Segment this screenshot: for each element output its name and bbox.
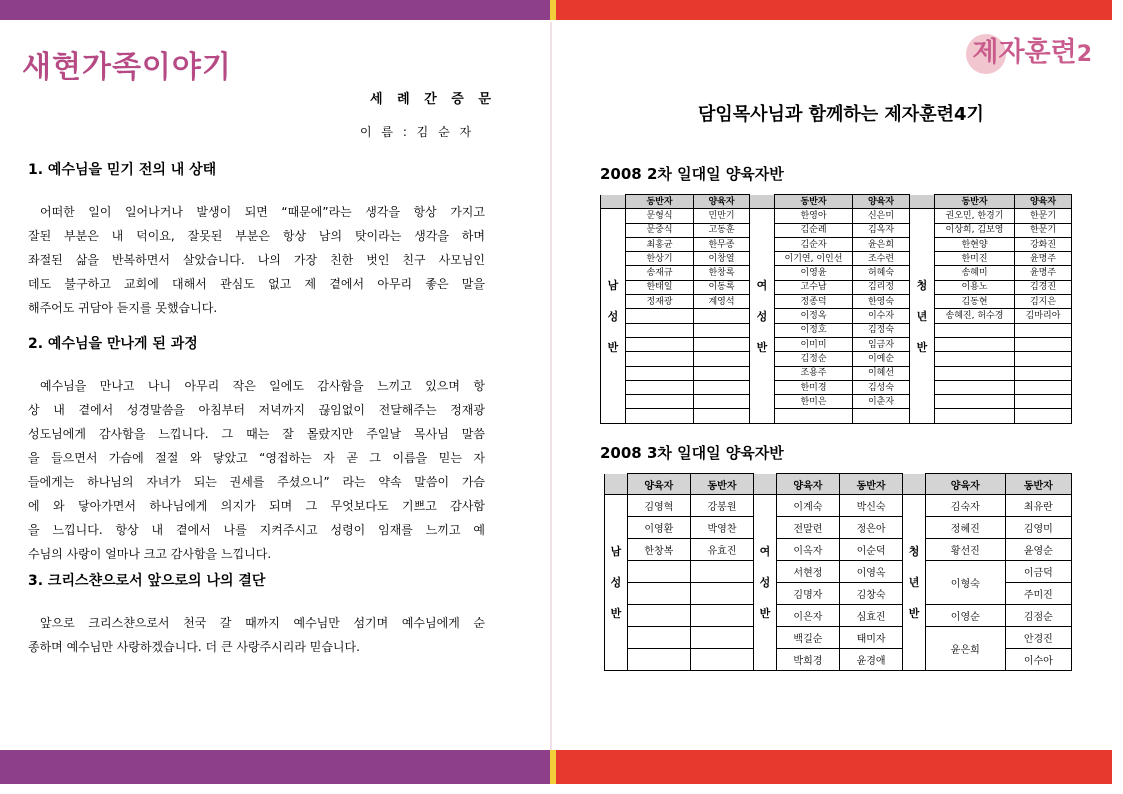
table-cell: 김순례 bbox=[775, 223, 853, 237]
table-cell: 한미경 bbox=[775, 380, 853, 394]
paragraph-line: 성도님에게 감사함을 느낍니다. 그 때는 잘 몰랐지만 주일날 목사님 말씀 bbox=[28, 427, 485, 441]
table-row bbox=[601, 223, 1072, 237]
table-cell bbox=[694, 380, 750, 394]
table-cell bbox=[694, 337, 750, 351]
logo-text: 제자훈련 bbox=[972, 37, 1077, 68]
table-cell: 윤영순 bbox=[1005, 539, 1071, 561]
table-row bbox=[601, 352, 1072, 366]
table-cell: 김창숙 bbox=[840, 583, 903, 605]
table-cell: 이미미 bbox=[775, 337, 853, 351]
table-cell bbox=[694, 366, 750, 380]
table-cell: 정혜진 bbox=[925, 517, 1005, 539]
table-cell: 김지은 bbox=[1015, 295, 1072, 309]
group-label-char: 청 bbox=[908, 545, 920, 558]
discipleship-logo bbox=[552, 30, 1092, 74]
column-header: 동반자 bbox=[840, 474, 903, 495]
table-cell: 이옥자 bbox=[776, 539, 839, 561]
header-spacer bbox=[903, 474, 926, 495]
table-cell: 한문기 bbox=[1015, 223, 1072, 237]
column-header: 양육자 bbox=[1015, 195, 1072, 209]
table-cell bbox=[626, 366, 694, 380]
table-cell: 정종덕 bbox=[775, 295, 853, 309]
table-cell: 이수자 bbox=[853, 309, 910, 323]
group-label bbox=[750, 209, 775, 423]
header-spacer bbox=[754, 474, 777, 495]
table-cell: 윤명주 bbox=[1015, 266, 1072, 280]
group-label-char: 반 bbox=[607, 340, 619, 354]
group-label-char: 성 bbox=[607, 309, 619, 323]
group-label-char: 청 bbox=[916, 278, 928, 292]
table-cell bbox=[690, 649, 753, 671]
table-cell: 한상기 bbox=[626, 252, 694, 266]
table-cell bbox=[690, 605, 753, 627]
table-cell: 박영찬 bbox=[690, 517, 753, 539]
table-cell: 한태일 bbox=[626, 280, 694, 294]
group-label-char: 여 bbox=[756, 278, 768, 292]
table-cell: 윤은희 bbox=[853, 237, 910, 251]
group-label-char: 여 bbox=[759, 545, 771, 558]
table-cell: 김영미 bbox=[1005, 517, 1071, 539]
table-header-row bbox=[605, 474, 1072, 495]
table-cell: 이계숙 bbox=[776, 495, 839, 517]
header-spacer bbox=[910, 195, 935, 209]
table-cell: 한창록 bbox=[694, 266, 750, 280]
table-row bbox=[605, 561, 1072, 583]
page-main-title: 담임목사님과 함께하는 제자훈련4기 bbox=[698, 104, 984, 125]
table-cell bbox=[690, 627, 753, 649]
table-cell: 김점순 bbox=[1005, 605, 1071, 627]
table-cell: 민만기 bbox=[694, 209, 750, 223]
table-cell bbox=[626, 380, 694, 394]
table-cell: 이동록 bbox=[694, 280, 750, 294]
table-cell: 정재광 bbox=[626, 295, 694, 309]
table-row bbox=[601, 280, 1072, 294]
table-cell bbox=[690, 583, 753, 605]
table-cell bbox=[627, 561, 690, 583]
table-cell: 윤은희 bbox=[925, 627, 1005, 671]
table-cell: 이수아 bbox=[1005, 649, 1071, 671]
section-paragraph bbox=[28, 374, 485, 566]
table-cell: 김정순 bbox=[775, 352, 853, 366]
table-cell: 이정옥 bbox=[775, 309, 853, 323]
table-row bbox=[605, 605, 1072, 627]
table-cell: 서현정 bbox=[776, 561, 839, 583]
table-cell: 송혜진, 허수경 bbox=[935, 309, 1015, 323]
table-cell: 이창열 bbox=[694, 252, 750, 266]
table-row bbox=[605, 495, 1072, 517]
paragraph-line: 어떠한 일이 일어나거나 발생이 되면 “때문에”라는 생각을 항상 가지고 bbox=[40, 205, 485, 219]
table-row bbox=[601, 209, 1072, 223]
group-label-char: 반 bbox=[756, 340, 768, 354]
section-heading: 2. 예수님을 만나게 된 과정 bbox=[28, 336, 198, 352]
table-cell: 이상희, 김보영 bbox=[935, 223, 1015, 237]
table-cell: 한문기 bbox=[1015, 209, 1072, 223]
table-row bbox=[601, 252, 1072, 266]
group-label-char: 성 bbox=[756, 309, 768, 323]
pairing-table-3rd bbox=[604, 473, 1072, 671]
column-header: 동반자 bbox=[626, 195, 694, 209]
table-cell: 조용주 bbox=[775, 366, 853, 380]
table-cell bbox=[935, 409, 1015, 423]
table-cell: 강봉원 bbox=[690, 495, 753, 517]
column-header: 동반자 bbox=[935, 195, 1015, 209]
table-row bbox=[601, 395, 1072, 409]
table-row bbox=[601, 266, 1072, 280]
table-cell: 김리정 bbox=[853, 280, 910, 294]
table-row bbox=[601, 309, 1072, 323]
column-header: 양육자 bbox=[694, 195, 750, 209]
table-cell: 한영숙 bbox=[853, 295, 910, 309]
table-cell bbox=[694, 409, 750, 423]
table-cell bbox=[1015, 337, 1072, 351]
table-cell bbox=[694, 323, 750, 337]
table-cell: 박신숙 bbox=[840, 495, 903, 517]
section-heading: 3. 크리스챤으로서 앞으로의 나의 결단 bbox=[28, 573, 266, 589]
paragraph-line: 에 와 닿아가면서 하나님에게 의지가 되며 그 무엇보다도 기쁘고 감사함 bbox=[28, 499, 485, 513]
column-header: 양육자 bbox=[853, 195, 910, 209]
table-cell bbox=[694, 309, 750, 323]
table-cell: 윤경애 bbox=[840, 649, 903, 671]
table-cell: 이영옥 bbox=[840, 561, 903, 583]
group-label-char: 남 bbox=[607, 278, 619, 292]
table-cell: 윤명주 bbox=[1015, 252, 1072, 266]
paragraph-line: 을 느낍니다. 항상 내 곁에서 나를 지켜주시고 성령이 임재를 느끼고 예 bbox=[28, 523, 485, 537]
table-cell: 김마리아 bbox=[1015, 309, 1072, 323]
left-page bbox=[0, 0, 550, 794]
table-cell bbox=[1015, 409, 1072, 423]
paragraph-line: 들에게는 하나님의 자녀가 되는 권세를 주셨으니” 라는 약속 말씀이 가슴 bbox=[28, 475, 485, 489]
column-header: 동반자 bbox=[1005, 474, 1071, 495]
table-row bbox=[605, 539, 1072, 561]
table-cell: 심효진 bbox=[840, 605, 903, 627]
table-cell: 이영환 bbox=[627, 517, 690, 539]
section-paragraph bbox=[28, 611, 485, 659]
group-label-char: 년 bbox=[908, 576, 920, 589]
table-cell bbox=[935, 395, 1015, 409]
table-cell: 한미은 bbox=[775, 395, 853, 409]
table-cell: 김정숙 bbox=[853, 323, 910, 337]
table-cell: 허혜숙 bbox=[853, 266, 910, 280]
table-cell: 한창복 bbox=[627, 539, 690, 561]
table-cell: 강화진 bbox=[1015, 237, 1072, 251]
table-cell: 이혜선 bbox=[853, 366, 910, 380]
table-cell: 권오민, 한경기 bbox=[935, 209, 1015, 223]
table-cell bbox=[1015, 352, 1072, 366]
table-cell: 한현양 bbox=[935, 237, 1015, 251]
table-cell bbox=[935, 366, 1015, 380]
newsletter-logo: 새현가족이야기 bbox=[22, 50, 232, 85]
table-row bbox=[601, 295, 1072, 309]
table-cell bbox=[853, 409, 910, 423]
table-cell: 한무종 bbox=[694, 237, 750, 251]
table-row bbox=[601, 366, 1072, 380]
table-cell bbox=[626, 395, 694, 409]
table-cell bbox=[1015, 395, 1072, 409]
table-cell: 이예순 bbox=[853, 352, 910, 366]
paragraph-line: 수님의 사랑이 얼마나 크고 감사함을 느낍니다. bbox=[28, 547, 272, 561]
table-row bbox=[601, 337, 1072, 351]
table-cell bbox=[694, 352, 750, 366]
table-cell: 이순덕 bbox=[840, 539, 903, 561]
table-cell bbox=[626, 337, 694, 351]
table-cell: 김경진 bbox=[1015, 280, 1072, 294]
table-cell bbox=[626, 323, 694, 337]
table-cell: 고수남 bbox=[775, 280, 853, 294]
group-label bbox=[903, 495, 926, 671]
table-cell bbox=[935, 352, 1015, 366]
header-spacer bbox=[750, 195, 775, 209]
paragraph-line: 상 내 곁에서 성경말씀을 아침부터 저녁까지 끊임없이 전달해주는 정재광 bbox=[28, 403, 485, 417]
column-header: 양육자 bbox=[776, 474, 839, 495]
table-cell bbox=[627, 627, 690, 649]
table-cell: 송혜미 bbox=[935, 266, 1015, 280]
group-label-char: 성 bbox=[610, 576, 622, 589]
table-cell: 전말련 bbox=[776, 517, 839, 539]
table-cell: 이춘자 bbox=[853, 395, 910, 409]
table-cell: 이금덕 bbox=[1005, 561, 1071, 583]
paragraph-line: 예수님을 만나고 나니 아무리 작은 일에도 감사함을 느끼고 있으며 항 bbox=[40, 379, 485, 393]
table-row bbox=[605, 627, 1072, 649]
table-cell bbox=[626, 409, 694, 423]
table-cell: 최홍균 bbox=[626, 237, 694, 251]
table-cell: 한미진 bbox=[935, 252, 1015, 266]
table-cell: 박희경 bbox=[776, 649, 839, 671]
column-header: 양육자 bbox=[627, 474, 690, 495]
table-cell: 신은미 bbox=[853, 209, 910, 223]
table-cell: 주미진 bbox=[1005, 583, 1071, 605]
table-cell: 고동훈 bbox=[694, 223, 750, 237]
group-label bbox=[605, 495, 628, 671]
paragraph-line: 앞으로 크리스챤으로서 천국 갈 때까지 예수님만 섬기며 예수님에게 순 bbox=[40, 616, 485, 630]
table-row bbox=[601, 237, 1072, 251]
paragraph-line: 데도 불구하고 교회에 대해서 관심도 없고 제 곁에서 아무리 좋은 말을 bbox=[28, 277, 485, 291]
table-cell: 김옥자 bbox=[853, 223, 910, 237]
table-cell: 안경진 bbox=[1005, 627, 1071, 649]
group-label bbox=[754, 495, 777, 671]
header-spacer bbox=[605, 474, 628, 495]
table-cell: 이영윤 bbox=[775, 266, 853, 280]
section-paragraph bbox=[28, 200, 485, 320]
table1-title: 2008 2차 일대일 양육자반 bbox=[600, 165, 784, 183]
paragraph-line: 좌절된 삶을 반복하면서 살았습니다. 나의 가장 친한 벗인 친구 사모님인 bbox=[28, 253, 485, 267]
group-label-char: 남 bbox=[610, 545, 622, 558]
table-cell bbox=[627, 605, 690, 627]
group-label-char: 반 bbox=[759, 607, 771, 620]
group-label bbox=[910, 209, 935, 423]
column-header: 양육자 bbox=[925, 474, 1005, 495]
table-cell: 이은자 bbox=[776, 605, 839, 627]
section-heading: 1. 예수님을 믿기 전의 내 상태 bbox=[28, 162, 217, 178]
table-cell: 정은아 bbox=[840, 517, 903, 539]
table-cell: 이영순 bbox=[925, 605, 1005, 627]
table-row bbox=[601, 380, 1072, 394]
table-cell: 이형숙 bbox=[925, 561, 1005, 605]
table-cell: 이정호 bbox=[775, 323, 853, 337]
group-label-char: 년 bbox=[916, 309, 928, 323]
table-cell: 이기연, 이인선 bbox=[775, 252, 853, 266]
column-header: 동반자 bbox=[775, 195, 853, 209]
table-cell: 김성숙 bbox=[853, 380, 910, 394]
table-cell: 문형식 bbox=[626, 209, 694, 223]
table-cell: 조수련 bbox=[853, 252, 910, 266]
paragraph-line: 종하며 예수님만 사랑하겠습니다. 더 큰 사랑주시리라 믿습니다. bbox=[28, 640, 360, 654]
table-cell: 유효진 bbox=[690, 539, 753, 561]
table-cell: 김순자 bbox=[775, 237, 853, 251]
logo-number: 2 bbox=[1076, 42, 1092, 67]
table-row bbox=[601, 409, 1072, 423]
table-cell bbox=[1015, 366, 1072, 380]
table-cell bbox=[627, 649, 690, 671]
paragraph-line: 해주어도 귀담아 듣지를 못했습니다. bbox=[28, 301, 218, 315]
group-label-char: 성 bbox=[759, 576, 771, 589]
author-name: 이 름 : 김 순 자 bbox=[360, 125, 475, 139]
group-label-char: 반 bbox=[916, 340, 928, 354]
group-label-char: 반 bbox=[908, 607, 920, 620]
table-row bbox=[601, 323, 1072, 337]
column-header: 동반자 bbox=[690, 474, 753, 495]
paragraph-line: 잘된 부분은 내 덕이요, 잘못된 부분은 항상 남의 탓이라는 생각을 하며 bbox=[28, 229, 485, 243]
header-spacer bbox=[601, 195, 626, 209]
table-cell: 문중식 bbox=[626, 223, 694, 237]
table-cell bbox=[935, 380, 1015, 394]
table-cell bbox=[775, 409, 853, 423]
table-cell: 김동현 bbox=[935, 295, 1015, 309]
table-cell bbox=[690, 561, 753, 583]
right-page bbox=[552, 0, 1123, 794]
group-label-char: 반 bbox=[610, 607, 622, 620]
table-cell: 최유란 bbox=[1005, 495, 1071, 517]
table-cell: 김명자 bbox=[776, 583, 839, 605]
table-header-row bbox=[601, 195, 1072, 209]
table-cell: 송재규 bbox=[626, 266, 694, 280]
table-cell bbox=[627, 583, 690, 605]
testimony-title: 세 례 간 증 문 bbox=[370, 92, 496, 107]
table2-title: 2008 3차 일대일 양육자반 bbox=[600, 444, 784, 462]
table-cell bbox=[694, 395, 750, 409]
table-cell: 황선진 bbox=[925, 539, 1005, 561]
table-cell: 김영혁 bbox=[627, 495, 690, 517]
table-cell: 계영석 bbox=[694, 295, 750, 309]
table-cell bbox=[1015, 323, 1072, 337]
table-cell: 임금자 bbox=[853, 337, 910, 351]
group-label bbox=[601, 209, 626, 423]
table-cell bbox=[1015, 380, 1072, 394]
paragraph-line: 을 들으면서 가슴에 절절 와 닿았고 “영접하는 자 곧 그 이름을 믿는 자 bbox=[28, 451, 485, 465]
table-cell bbox=[626, 352, 694, 366]
table-cell: 이용노 bbox=[935, 280, 1015, 294]
pairing-table-2nd bbox=[600, 194, 1072, 424]
table-cell bbox=[626, 309, 694, 323]
table-row bbox=[605, 517, 1072, 539]
table-cell: 백길순 bbox=[776, 627, 839, 649]
table-cell bbox=[935, 323, 1015, 337]
table-cell bbox=[935, 337, 1015, 351]
table-cell: 태미자 bbox=[840, 627, 903, 649]
table-cell: 한영아 bbox=[775, 209, 853, 223]
table-cell: 김숙자 bbox=[925, 495, 1005, 517]
